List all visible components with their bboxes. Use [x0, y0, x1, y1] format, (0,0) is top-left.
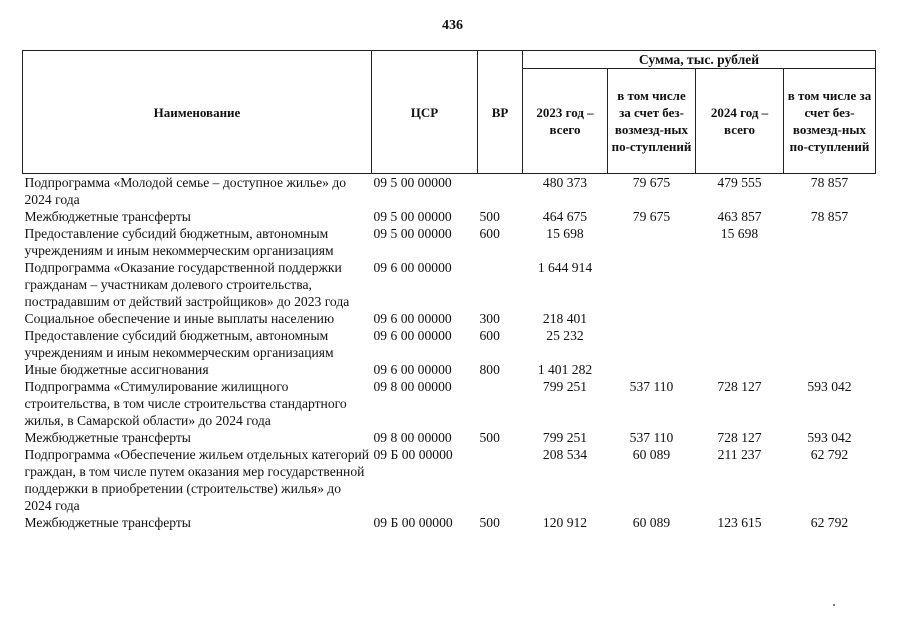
row-2024-total: 123 615 — [717, 515, 762, 530]
row-2023-gratuitous: 537 110 — [629, 430, 674, 445]
header-vr: ВР — [478, 51, 523, 174]
row-csr: 09 5 00 00000 — [373, 175, 452, 190]
row-csr: 09 6 00 00000 — [373, 260, 452, 275]
table-row — [23, 361, 876, 378]
table-body — [23, 174, 876, 532]
row-2023-gratuitous: 79 675 — [632, 175, 671, 190]
row-2024-total: 15 698 — [720, 226, 759, 241]
table-row — [23, 446, 876, 514]
row-vr — [478, 446, 523, 514]
row-vr — [478, 174, 523, 209]
row-csr: 09 8 00 00000 — [373, 379, 452, 394]
row-2024-gratuitous: 593 042 — [807, 430, 852, 445]
row-vr: 800 — [479, 362, 500, 377]
row-vr: 300 — [479, 311, 500, 326]
row-name: Межбюджетные трансферты — [24, 515, 191, 530]
page-number: 436 — [442, 18, 463, 33]
row-vr: 500 — [479, 209, 500, 224]
row-2024-total — [696, 361, 784, 378]
row-vr — [478, 378, 523, 429]
row-2023-gratuitous: 60 089 — [632, 515, 671, 530]
table-row — [23, 174, 876, 209]
table-row — [23, 327, 876, 361]
row-2023-total: 799 251 — [542, 430, 588, 445]
row-name: Подпрограмма «Стимулирование жилищного строительства, в том числе строительства стандартного жилья, в Самарской области» до 2024 года — [24, 379, 347, 428]
row-name: Предоставление субсидий бюджетным, автономным учреждениям и иным некоммерческим организациям — [24, 226, 334, 258]
table-row — [23, 429, 876, 446]
row-2024-total: 728 127 — [717, 430, 762, 445]
row-2023-gratuitous — [608, 310, 696, 327]
row-csr: 09 5 00 00000 — [373, 226, 452, 241]
row-csr: 09 8 00 00000 — [373, 430, 452, 445]
row-2023-total: 25 232 — [546, 328, 584, 343]
row-2023-total: 799 251 — [542, 379, 588, 394]
row-vr: 500 — [479, 515, 500, 530]
row-2024-total: 211 237 — [717, 447, 762, 462]
row-2024-gratuitous — [784, 259, 876, 310]
row-2023-gratuitous — [608, 327, 696, 361]
row-2023-total: 1 644 914 — [537, 260, 593, 275]
row-2024-gratuitous: 593 042 — [807, 379, 852, 394]
row-2023-total: 480 373 — [542, 175, 588, 190]
row-name: Подпрограмма «Обеспечение жильем отдельных категорий граждан, в том числе путем оказания мер государственной поддержки в приобретении (строительстве) жилья» до 2024 года — [24, 447, 370, 513]
table-row — [23, 208, 876, 225]
row-name: Предоставление субсидий бюджетным, автономным учреждениям и иным некоммерческим организациям — [24, 328, 334, 360]
row-2023-total: 218 401 — [542, 311, 588, 326]
table-row — [23, 378, 876, 429]
row-2024-total: 728 127 — [717, 379, 762, 394]
row-2023-gratuitous — [608, 361, 696, 378]
row-2023-total: 1 401 282 — [537, 362, 593, 377]
row-2023-total: 15 698 — [546, 226, 584, 241]
row-2023-gratuitous: 79 675 — [632, 209, 671, 224]
header-2024-total: 2024 год – всего — [696, 69, 784, 174]
row-2023-gratuitous: 537 110 — [629, 379, 674, 394]
budget-table — [22, 50, 876, 531]
row-2024-gratuitous — [784, 225, 876, 259]
row-2024-total — [696, 327, 784, 361]
table-header — [23, 51, 876, 174]
row-2024-gratuitous — [784, 310, 876, 327]
row-csr: 09 6 00 00000 — [373, 311, 452, 326]
row-csr: 09 5 00 00000 — [373, 209, 452, 224]
header-csr: ЦСР — [372, 51, 478, 174]
row-2023-gratuitous — [608, 225, 696, 259]
table-row — [23, 514, 876, 531]
table-row — [23, 259, 876, 310]
row-name: Иные бюджетные ассигнования — [24, 362, 209, 377]
row-vr: 600 — [479, 328, 500, 343]
row-2023-gratuitous — [608, 259, 696, 310]
row-2024-gratuitous — [784, 327, 876, 361]
table-row — [23, 310, 876, 327]
scan-speck — [833, 604, 835, 606]
header-2023-total: 2023 год – всего — [523, 69, 608, 174]
row-2024-gratuitous: 78 857 — [810, 209, 849, 224]
row-name: Подпрограмма «Молодой семье – доступное жилье» до 2024 года — [24, 175, 347, 207]
row-2024-gratuitous — [784, 361, 876, 378]
row-2023-total: 208 534 — [542, 447, 588, 462]
row-2024-gratuitous: 62 792 — [810, 447, 849, 462]
row-name: Межбюджетные трансферты — [24, 430, 191, 445]
row-csr: 09 Б 00 00000 — [373, 515, 453, 530]
row-vr: 500 — [479, 430, 500, 445]
row-2023-gratuitous: 60 089 — [632, 447, 671, 462]
row-csr: 09 Б 00 00000 — [373, 447, 453, 462]
row-2024-total — [696, 310, 784, 327]
row-2024-total: 463 857 — [717, 209, 762, 224]
row-vr — [478, 259, 523, 310]
header-sum-group: Сумма, тыс. рублей — [523, 51, 876, 69]
header-2024-gratuitous: в том числе за счет без-возмезд-ных по-ступлений — [784, 69, 876, 174]
row-2023-total: 120 912 — [542, 515, 588, 530]
row-vr: 600 — [479, 226, 500, 241]
row-2024-gratuitous: 62 792 — [810, 515, 849, 530]
row-name: Подпрограмма «Оказание государственной поддержки гражданам – участникам долевого строительства, пострадавшим от действий застройщиков» до 2023 года — [24, 260, 350, 309]
row-2023-total: 464 675 — [542, 209, 588, 224]
row-name: Межбюджетные трансферты — [24, 209, 191, 224]
row-csr: 09 6 00 00000 — [373, 362, 452, 377]
header-2023-gratuitous: в том числе за счет без-возмезд-ных по-ступлений — [608, 69, 696, 174]
row-name: Социальное обеспечение и иные выплаты населению — [24, 311, 335, 326]
row-csr: 09 6 00 00000 — [373, 328, 452, 343]
row-2024-total — [696, 259, 784, 310]
row-2024-total: 479 555 — [717, 175, 762, 190]
header-name: Наименование — [23, 51, 372, 174]
row-2024-gratuitous: 78 857 — [810, 175, 849, 190]
table-row — [23, 225, 876, 259]
